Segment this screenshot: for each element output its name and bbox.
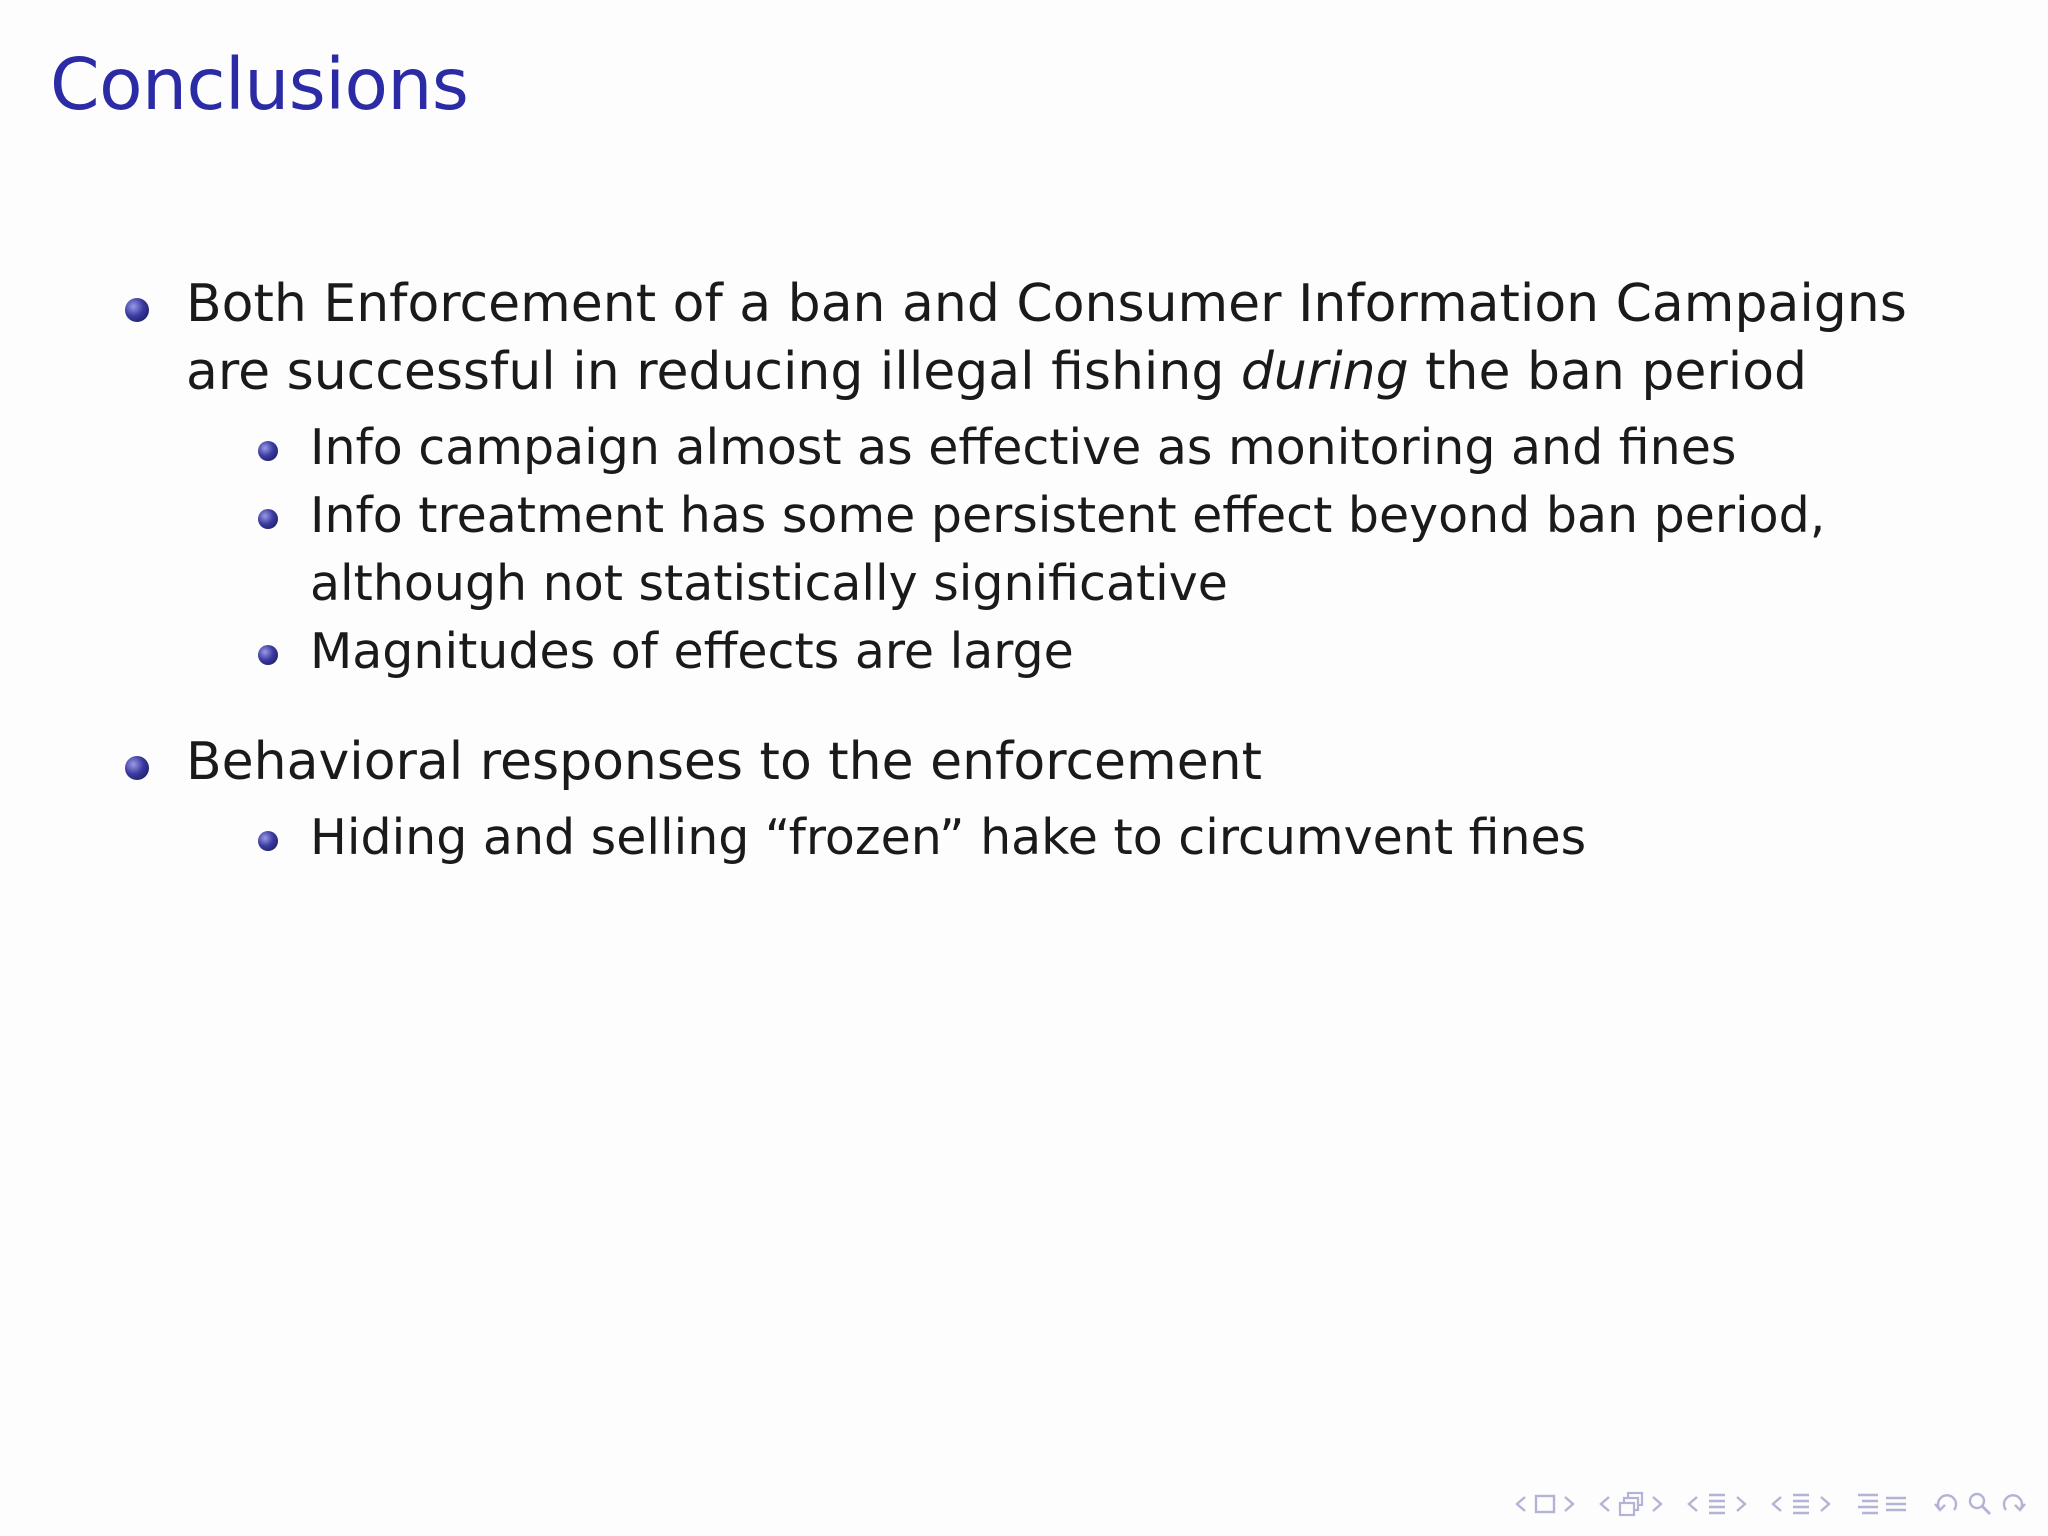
back-icon[interactable] <box>1932 1490 1962 1518</box>
arrow-right-icon[interactable] <box>1562 1494 1576 1514</box>
bullet-text <box>186 274 1907 402</box>
sub-bullet-text: Info treatment has some persistent effect beyond ban period, although not statistically significative <box>310 487 1826 612</box>
subsection-nav <box>1598 1490 1664 1518</box>
subsection-icon[interactable] <box>1616 1490 1646 1518</box>
sub-bullet-item <box>310 804 2000 872</box>
bullet-text-emphasis: during <box>1240 342 1409 402</box>
bullet-ball-icon <box>125 756 149 780</box>
sub-bullet-item <box>310 618 2000 686</box>
presentation-nav <box>1770 1490 1832 1518</box>
bullet-text: Behavioral responses to the enforcement <box>186 732 1263 792</box>
sub-bullet-text: Magnitudes of effects are large <box>310 623 1074 680</box>
bullet-text-part: the ban period <box>1408 342 1808 402</box>
arrow-right-icon[interactable] <box>1650 1494 1664 1514</box>
sub-bullet-text: Hiding and selling “frozen” hake to circumvent fines <box>310 809 1587 866</box>
arrow-right-icon[interactable] <box>1734 1494 1748 1514</box>
bullet-item <box>120 728 2000 872</box>
frame-icon[interactable] <box>1532 1492 1558 1516</box>
slide-title: Conclusions <box>50 43 469 126</box>
section-icon[interactable] <box>1704 1490 1730 1518</box>
list-icon[interactable] <box>1788 1490 1814 1518</box>
arrow-left-icon[interactable] <box>1598 1494 1612 1514</box>
sub-bullet-list <box>186 414 2000 686</box>
bullet-item <box>120 270 2000 686</box>
arrow-left-icon[interactable] <box>1686 1494 1700 1514</box>
frame-nav <box>1514 1492 1576 1516</box>
bullet-list <box>120 270 2000 872</box>
sub-bullet-item <box>310 482 2000 618</box>
sub-bullet-ball-icon <box>258 645 278 665</box>
bullet-ball-icon <box>125 298 149 322</box>
sub-bullet-ball-icon <box>258 509 278 529</box>
toc-nav <box>1854 1490 1910 1518</box>
sub-bullet-ball-icon <box>258 441 278 461</box>
arrow-left-icon[interactable] <box>1514 1494 1528 1514</box>
slide-content <box>120 270 2000 914</box>
search-icon[interactable] <box>1966 1490 1994 1518</box>
forward-icon[interactable] <box>1998 1490 2028 1518</box>
bullet-text-part: Both Enforcement of a ban and Consumer Information Campaigns are successful in reducing illegal fishing <box>186 274 1907 402</box>
search-nav <box>1932 1490 2028 1518</box>
section-nav <box>1686 1490 1748 1518</box>
sub-bullet-ball-icon <box>258 831 278 851</box>
toc-icon[interactable] <box>1854 1490 1910 1518</box>
arrow-right-icon[interactable] <box>1818 1494 1832 1514</box>
sub-bullet-text: Info campaign almost as effective as monitoring and fines <box>310 419 1737 476</box>
sub-bullet-item <box>310 414 2000 482</box>
arrow-left-icon[interactable] <box>1770 1494 1784 1514</box>
sub-bullet-list <box>186 804 2000 872</box>
beamer-navigation-bar <box>1500 1490 2028 1518</box>
